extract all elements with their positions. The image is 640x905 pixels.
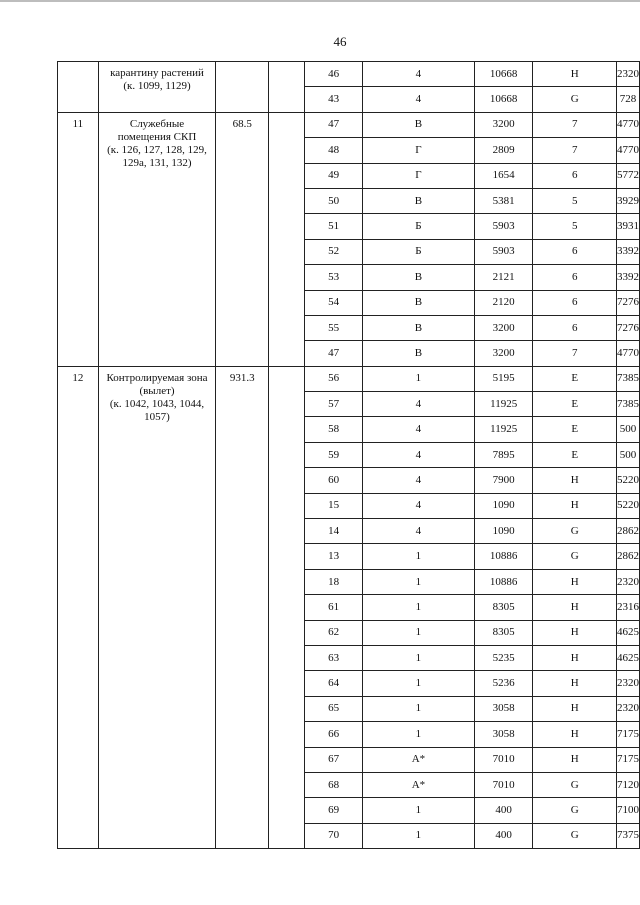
point-coordinate: 5220: [617, 468, 640, 493]
point-grid-letter: 6: [533, 163, 617, 188]
point-distance: 1090: [474, 493, 533, 518]
point-grid-letter: 6: [533, 265, 617, 290]
point-grid-letter: G: [533, 823, 617, 848]
point-distance: 7895: [474, 442, 533, 467]
point-coordinate: 3931: [617, 214, 640, 239]
point-grid-letter: G: [533, 544, 617, 569]
point-distance: 7900: [474, 468, 533, 493]
point-distance: 400: [474, 798, 533, 823]
point-category: 1: [362, 671, 474, 696]
point-number: 52: [305, 239, 363, 264]
point-distance: 2809: [474, 138, 533, 163]
point-distance: 5195: [474, 366, 533, 391]
item-description: [98, 112, 216, 366]
point-number: 66: [305, 722, 363, 747]
point-number: 60: [305, 468, 363, 493]
description-line: (к. 1042, 1043, 1044,: [109, 397, 205, 410]
point-coordinate: 2862: [617, 544, 640, 569]
point-category: 4: [362, 519, 474, 544]
point-coordinate: 2320: [617, 62, 640, 87]
point-distance: 5903: [474, 239, 533, 264]
point-category: 4: [362, 417, 474, 442]
point-distance: 8305: [474, 620, 533, 645]
point-category: В: [362, 341, 474, 366]
point-coordinate: 3392: [617, 265, 640, 290]
point-coordinate: 5772: [617, 163, 640, 188]
point-grid-letter: H: [533, 569, 617, 594]
point-category: В: [362, 112, 474, 137]
page-number: 46: [333, 34, 347, 49]
table-row: [58, 112, 640, 137]
point-distance: 5235: [474, 645, 533, 670]
point-category: Г: [362, 138, 474, 163]
table-row: [58, 366, 640, 391]
point-distance: 11925: [474, 392, 533, 417]
point-category: A*: [362, 747, 474, 772]
point-number: 50: [305, 188, 363, 213]
point-number: 59: [305, 442, 363, 467]
point-grid-letter: 7: [533, 112, 617, 137]
point-grid-letter: 6: [533, 239, 617, 264]
point-coordinate: 4770: [617, 138, 640, 163]
description-line: Служебные: [129, 117, 185, 130]
point-grid-letter: 5: [533, 214, 617, 239]
item-area: 931.3: [216, 366, 269, 848]
point-coordinate: 5220: [617, 493, 640, 518]
point-grid-letter: H: [533, 645, 617, 670]
point-distance: 3200: [474, 112, 533, 137]
point-grid-letter: E: [533, 366, 617, 391]
point-distance: 11925: [474, 417, 533, 442]
point-number: 56: [305, 366, 363, 391]
point-coordinate: 7385: [617, 392, 640, 417]
point-grid-letter: H: [533, 620, 617, 645]
point-number: 65: [305, 696, 363, 721]
table-row: [58, 62, 640, 87]
point-category: 4: [362, 87, 474, 112]
point-distance: 2120: [474, 290, 533, 315]
point-category: 1: [362, 544, 474, 569]
point-number: 14: [305, 519, 363, 544]
description-line: 129а, 131, 132): [122, 156, 192, 169]
point-coordinate: 2320: [617, 569, 640, 594]
point-category: 1: [362, 366, 474, 391]
description-line: помещения СКП: [117, 130, 197, 143]
point-coordinate: 2862: [617, 519, 640, 544]
point-number: 64: [305, 671, 363, 696]
point-category: 4: [362, 468, 474, 493]
point-number: 54: [305, 290, 363, 315]
coordinates-table: [57, 61, 640, 849]
description-line: карантину растений: [110, 67, 204, 79]
point-category: 1: [362, 722, 474, 747]
point-grid-letter: 6: [533, 290, 617, 315]
point-distance: 1654: [474, 163, 533, 188]
point-distance: 7010: [474, 772, 533, 797]
point-coordinate: 7375: [617, 823, 640, 848]
point-category: A*: [362, 772, 474, 797]
empty-column-cell: [269, 112, 305, 366]
point-number: 49: [305, 163, 363, 188]
point-number: 69: [305, 798, 363, 823]
point-grid-letter: H: [533, 468, 617, 493]
empty-column-cell: [269, 62, 305, 113]
point-number: 13: [305, 544, 363, 569]
point-grid-letter: G: [533, 772, 617, 797]
point-coordinate: 7276: [617, 315, 640, 340]
point-distance: 1090: [474, 519, 533, 544]
point-coordinate: 7175: [617, 747, 640, 772]
point-distance: 3200: [474, 341, 533, 366]
point-number: 53: [305, 265, 363, 290]
point-number: 61: [305, 595, 363, 620]
point-distance: 10668: [474, 62, 533, 87]
point-grid-letter: G: [533, 798, 617, 823]
point-category: В: [362, 265, 474, 290]
point-distance: 8305: [474, 595, 533, 620]
point-number: 70: [305, 823, 363, 848]
point-grid-letter: H: [533, 722, 617, 747]
item-area: 68.5: [216, 112, 269, 366]
point-distance: 3058: [474, 722, 533, 747]
point-grid-letter: H: [533, 747, 617, 772]
point-grid-letter: H: [533, 671, 617, 696]
item-number: 11: [58, 112, 99, 366]
point-number: 47: [305, 341, 363, 366]
point-grid-letter: 7: [533, 341, 617, 366]
description-line: (к. 126, 127, 128, 129,: [107, 143, 207, 156]
point-number: 67: [305, 747, 363, 772]
point-coordinate: 2320: [617, 671, 640, 696]
point-distance: 10886: [474, 544, 533, 569]
point-distance: 5903: [474, 214, 533, 239]
point-number: 57: [305, 392, 363, 417]
point-coordinate: 500: [617, 417, 640, 442]
point-category: Б: [362, 239, 474, 264]
point-number: 55: [305, 315, 363, 340]
point-category: В: [362, 290, 474, 315]
description-line: 1057): [144, 410, 170, 423]
point-grid-letter: 7: [533, 138, 617, 163]
point-grid-letter: G: [533, 87, 617, 112]
point-coordinate: 500: [617, 442, 640, 467]
point-distance: 7010: [474, 747, 533, 772]
point-coordinate: 3929: [617, 188, 640, 213]
point-number: 58: [305, 417, 363, 442]
item-description: [98, 62, 216, 113]
table-body: [58, 62, 640, 849]
point-category: В: [362, 315, 474, 340]
point-distance: 3058: [474, 696, 533, 721]
point-number: 62: [305, 620, 363, 645]
point-number: 51: [305, 214, 363, 239]
description-line: Контролируемая зона: [106, 371, 208, 384]
point-coordinate: 7120: [617, 772, 640, 797]
point-grid-letter: H: [533, 696, 617, 721]
point-number: 68: [305, 772, 363, 797]
point-category: 1: [362, 569, 474, 594]
empty-column-cell: [269, 366, 305, 848]
point-grid-letter: E: [533, 442, 617, 467]
item-number: [58, 62, 99, 113]
point-category: 4: [362, 62, 474, 87]
point-coordinate: 4625: [617, 645, 640, 670]
point-coordinate: 7100: [617, 798, 640, 823]
point-grid-letter: H: [533, 62, 617, 87]
point-category: 1: [362, 798, 474, 823]
description-line: (к. 1099, 1129): [123, 80, 191, 92]
point-category: 4: [362, 493, 474, 518]
point-category: Г: [362, 163, 474, 188]
point-coordinate: 7276: [617, 290, 640, 315]
point-coordinate: 4625: [617, 620, 640, 645]
point-distance: 5381: [474, 188, 533, 213]
point-number: 43: [305, 87, 363, 112]
point-distance: 10668: [474, 87, 533, 112]
point-category: 1: [362, 620, 474, 645]
point-coordinate: 728: [617, 87, 640, 112]
point-number: 18: [305, 569, 363, 594]
point-coordinate: 2320: [617, 696, 640, 721]
point-grid-letter: E: [533, 417, 617, 442]
point-number: 15: [305, 493, 363, 518]
point-category: В: [362, 188, 474, 213]
item-description: [98, 366, 216, 848]
point-number: 63: [305, 645, 363, 670]
point-category: 1: [362, 595, 474, 620]
point-grid-letter: 5: [533, 188, 617, 213]
point-number: 47: [305, 112, 363, 137]
item-number: 12: [58, 366, 99, 848]
point-grid-letter: G: [533, 519, 617, 544]
point-number: 46: [305, 62, 363, 87]
point-coordinate: 2316: [617, 595, 640, 620]
description-line: (вылет): [139, 384, 175, 397]
point-grid-letter: E: [533, 392, 617, 417]
point-category: 4: [362, 392, 474, 417]
point-distance: 3200: [474, 315, 533, 340]
point-coordinate: 7385: [617, 366, 640, 391]
point-distance: 5236: [474, 671, 533, 696]
point-distance: 10886: [474, 569, 533, 594]
point-category: 4: [362, 442, 474, 467]
point-category: Б: [362, 214, 474, 239]
point-distance: 400: [474, 823, 533, 848]
point-number: 48: [305, 138, 363, 163]
point-coordinate: 3392: [617, 239, 640, 264]
point-coordinate: 4770: [617, 341, 640, 366]
point-grid-letter: 6: [533, 315, 617, 340]
point-grid-letter: H: [533, 595, 617, 620]
point-category: 1: [362, 823, 474, 848]
point-coordinate: 4770: [617, 112, 640, 137]
item-area: [216, 62, 269, 113]
point-distance: 2121: [474, 265, 533, 290]
page-top-edge: [0, 0, 640, 2]
point-category: 1: [362, 645, 474, 670]
point-category: 1: [362, 696, 474, 721]
point-grid-letter: H: [533, 493, 617, 518]
point-coordinate: 7175: [617, 722, 640, 747]
